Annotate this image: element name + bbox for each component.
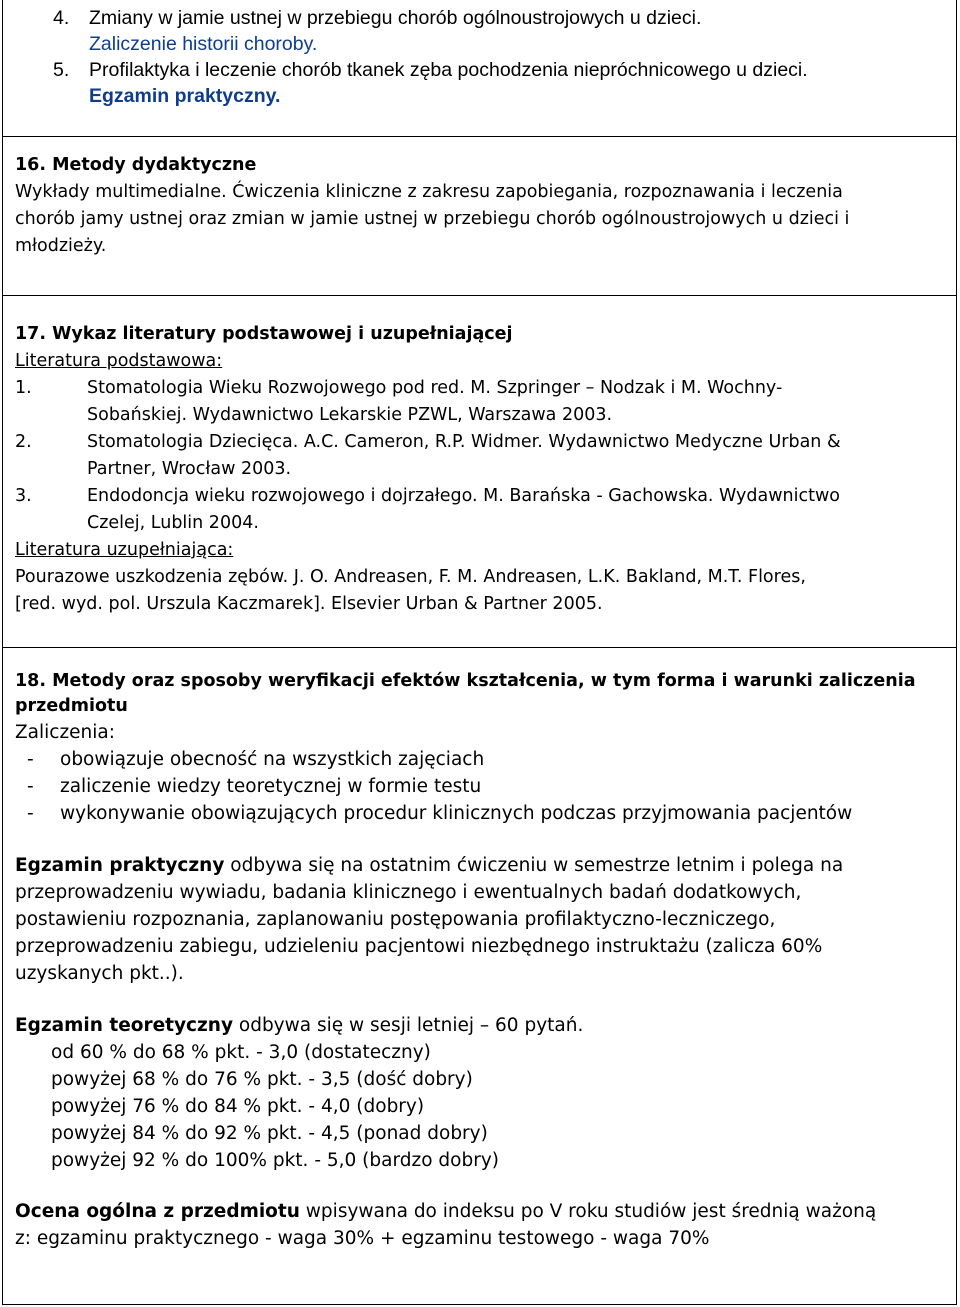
section-17-box <box>2 295 957 648</box>
practical-exam-text: postawieniu rozpoznania, zaplanowaniu postępowania profilaktyczno-leczniczego, <box>15 909 776 930</box>
bullet-dash: - <box>27 749 34 770</box>
theory-exam-text: odbywa się w sesji letniej – 60 pytań. <box>233 1015 584 1036</box>
grade-threshold: powyżej 76 % do 84 % pkt. - 4,0 (dobry) <box>51 1096 425 1117</box>
item-text: Egzamin praktyczny. <box>89 85 281 107</box>
bullet-dash: - <box>27 776 34 797</box>
practical-exam-label: Egzamin praktyczny <box>15 855 225 876</box>
reference-number: 2. <box>15 432 32 452</box>
item-number: 4. <box>53 7 70 29</box>
item-text: Zaliczenie historii choroby. <box>89 33 318 55</box>
theory-exam-line <box>15 1015 583 1036</box>
item-number: 5. <box>53 59 70 81</box>
reference-text: Endodoncja wieku rozwojowego i dojrzałego. M. Barańska - Gachowska. Wydawnictwo <box>87 486 840 506</box>
reference-number: 3. <box>15 486 32 506</box>
credit-requirement: wykonywanie obowiązujących procedur klinicznych podczas przyjmowania pacjentów <box>60 803 853 824</box>
bullet-dash: - <box>27 803 34 824</box>
supplementary-literature-label: Literatura uzupełniająca: <box>15 540 234 560</box>
reference-text: Sobańskiej. Wydawnictwo Lekarskie PZWL, Warszawa 2003. <box>87 405 613 425</box>
section-16-line: Wykłady multimedialne. Ćwiczenia kliniczne z zakresu zapobiegania, rozpoznawania i leczenia <box>15 182 843 202</box>
section-16-line: młodzieży. <box>15 236 107 256</box>
supplementary-reference: Pourazowe uszkodzenia zębów. J. O. Andreasen, F. M. Andreasen, L.K. Bakland, M.T. Flores, <box>15 567 806 587</box>
overall-grade-line <box>15 1201 876 1222</box>
grade-threshold: powyżej 84 % do 92 % pkt. - 4,5 (ponad dobry) <box>51 1123 488 1144</box>
basic-literature-label: Literatura podstawowa: <box>15 351 223 371</box>
item-text: Zmiany w jamie ustnej w przebiegu chorób ogólnoustrojowych u dzieci. <box>89 7 702 29</box>
section-16-heading: 16. Metody dydaktyczne <box>15 155 257 175</box>
section-16-box <box>2 136 957 296</box>
section-16-line: chorób jamy ustnej oraz zmian w jamie ustnej w przebiegu chorób ogólnoustrojowych u dzieci i <box>15 209 850 229</box>
reference-text: Czelej, Lublin 2004. <box>87 513 259 533</box>
reference-text: Stomatologia Wieku Rozwojowego pod red. M. Szpringer – Nodzak i M. Wochny- <box>87 378 783 398</box>
overall-grade-text: wpisywana do indeksu po V roku studiów jest średnią ważoną <box>299 1201 877 1222</box>
overall-grade-text: z: egzaminu praktycznego - waga 30% + egzaminu testowego - waga 70% <box>15 1228 710 1249</box>
reference-text: Partner, Wrocław 2003. <box>87 459 292 479</box>
practical-exam-line <box>15 855 843 876</box>
section-prev-box <box>2 0 957 137</box>
item-text: Profilaktyka i leczenie chorób tkanek zęba pochodzenia niepróchnicowego u dzieci. <box>89 59 808 81</box>
overall-grade-label: Ocena ogólna z przedmiotu <box>15 1201 300 1222</box>
section-18-box <box>2 647 957 1305</box>
credits-label: Zaliczenia: <box>15 722 115 743</box>
section-17-heading: 17. Wykaz literatury podstawowej i uzupełniającej <box>15 324 513 344</box>
credit-requirement: obowiązuje obecność na wszystkich zajęciach <box>60 749 485 770</box>
practical-exam-text: odbywa się na ostatnim ćwiczeniu w semestrze letnim i polega na <box>224 855 844 876</box>
reference-number: 1. <box>15 378 32 398</box>
grade-threshold: od 60 % do 68 % pkt. - 3,0 (dostateczny) <box>51 1042 431 1063</box>
credit-requirement: zaliczenie wiedzy teoretycznej w formie testu <box>60 776 482 797</box>
grade-threshold: powyżej 92 % do 100% pkt. - 5,0 (bardzo dobry) <box>51 1150 499 1171</box>
theory-exam-label: Egzamin teoretyczny <box>15 1015 233 1036</box>
reference-text: Stomatologia Dziecięca. A.C. Cameron, R.P. Widmer. Wydawnictwo Medyczne Urban & <box>87 432 841 452</box>
section-18-heading: 18. Metody oraz sposoby weryfikacji efektów kształcenia, w tym forma i warunki zaliczenia <box>15 671 916 691</box>
section-18-heading: przedmiotu <box>15 696 128 716</box>
practical-exam-text: przeprowadzeniu wywiadu, badania klinicznego i ewentualnych badań dodatkowych, <box>15 882 802 903</box>
practical-exam-text: uzyskanych pkt..). <box>15 963 184 984</box>
practical-exam-text: przeprowadzeniu zabiegu, udzieleniu pacjentowi niezbędnego instruktażu (zalicza 60% <box>15 936 823 957</box>
supplementary-reference: [red. wyd. pol. Urszula Kaczmarek]. Elsevier Urban & Partner 2005. <box>15 594 603 614</box>
grade-threshold: powyżej 68 % do 76 % pkt. - 3,5 (dość dobry) <box>51 1069 473 1090</box>
